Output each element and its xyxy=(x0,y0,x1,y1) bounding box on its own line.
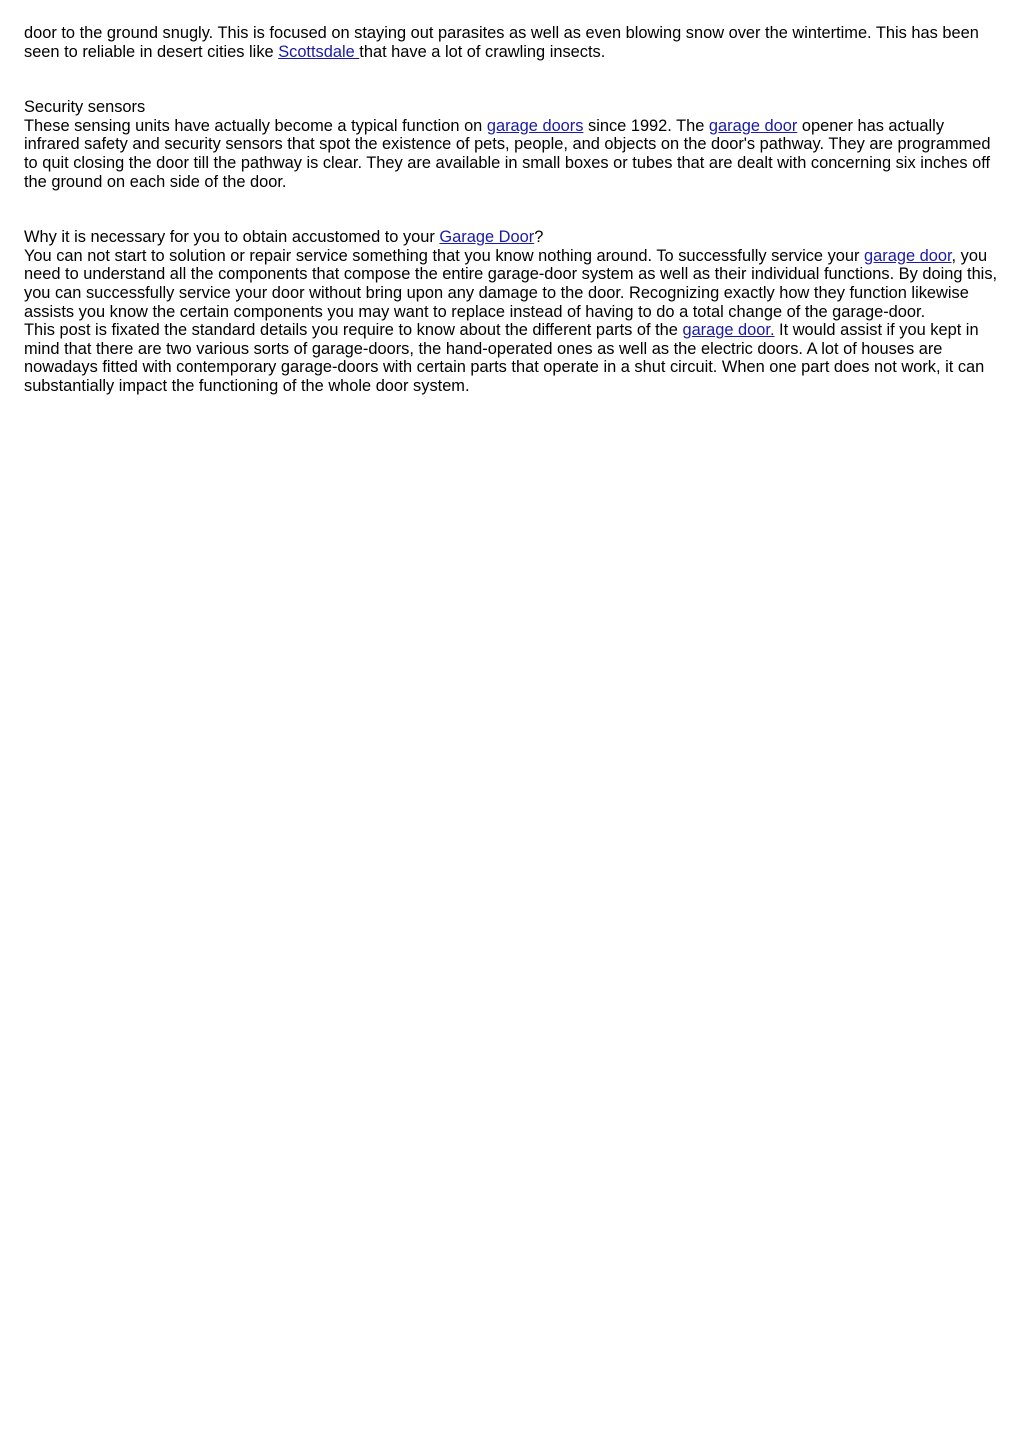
why-p2-text-2: It would assist if you kept in mind that there are two various sorts of garage-doors, the hand-operated ones as well as the electric doors. A lot of houses are nowadays fitted with contemporary garage-doors with certain parts that operate in a shut circuit. When one part does not work, it can substantially impact the functioning of the whole door system. xyxy=(24,321,985,395)
garage-door-parts-link[interactable]: garage door. xyxy=(682,321,775,340)
section-spacer xyxy=(24,191,1004,228)
why-p2-text-1: This post is fixated the standard details you require to know about the different parts of the xyxy=(24,321,683,340)
why-paragraph-1 xyxy=(24,247,1004,321)
why-paragraph-2 xyxy=(24,321,1004,395)
sensors-text-3: opener has actually infrared safety and security sensors that spot the existence of pets, people, and objects on the door's pathway. They are programmed to quit closing the door till the pathway is clear. They are available in small boxes or tubes that are dealt with concerning six inches off the ground on each side of the door. xyxy=(24,116,991,191)
garage-door-service-link[interactable]: garage door xyxy=(864,246,952,265)
why-p1-text-2: , you need to understand all the components that compose the entire garage-door system as well as their individual functions. By doing this, you can successfully service your door without bring upon any damage to the door. Recognizing exactly how they function likewise assists you know the certain components you may want to replace instead of having to do a total change of the garage-door. xyxy=(24,246,998,321)
security-sensors-paragraph xyxy=(24,117,1004,191)
garage-door-heading-link[interactable]: Garage Door xyxy=(439,228,535,247)
document-page xyxy=(24,24,1004,396)
sensors-text-1: These sensing units have actually become a typical function on xyxy=(24,116,487,135)
section-spacer xyxy=(24,61,1004,98)
sensors-text-2: since 1992. The xyxy=(583,116,709,135)
security-sensors-heading: Security sensors xyxy=(24,98,146,117)
scottsdale-link[interactable]: Scottsdale xyxy=(278,42,360,61)
intro-text-2: that have a lot of crawling insects. xyxy=(359,42,606,61)
garage-door-link[interactable]: garage door xyxy=(708,116,798,135)
intro-text-1: door to the ground snugly. This is focused on staying out parasites as well as even blowing snow over the wintertime. This has been seen to reliable in desert cities like xyxy=(24,24,979,61)
garage-doors-link[interactable]: garage doors xyxy=(486,116,584,135)
why-heading xyxy=(24,228,1004,247)
why-heading-text: Why it is necessary for you to obtain accustomed to your xyxy=(24,228,440,247)
why-heading-end: ? xyxy=(534,228,544,247)
why-p1-text-1: You can not start to solution or repair service something that you know nothing around. To successfully service your xyxy=(24,246,865,265)
intro-paragraph xyxy=(24,24,1004,61)
